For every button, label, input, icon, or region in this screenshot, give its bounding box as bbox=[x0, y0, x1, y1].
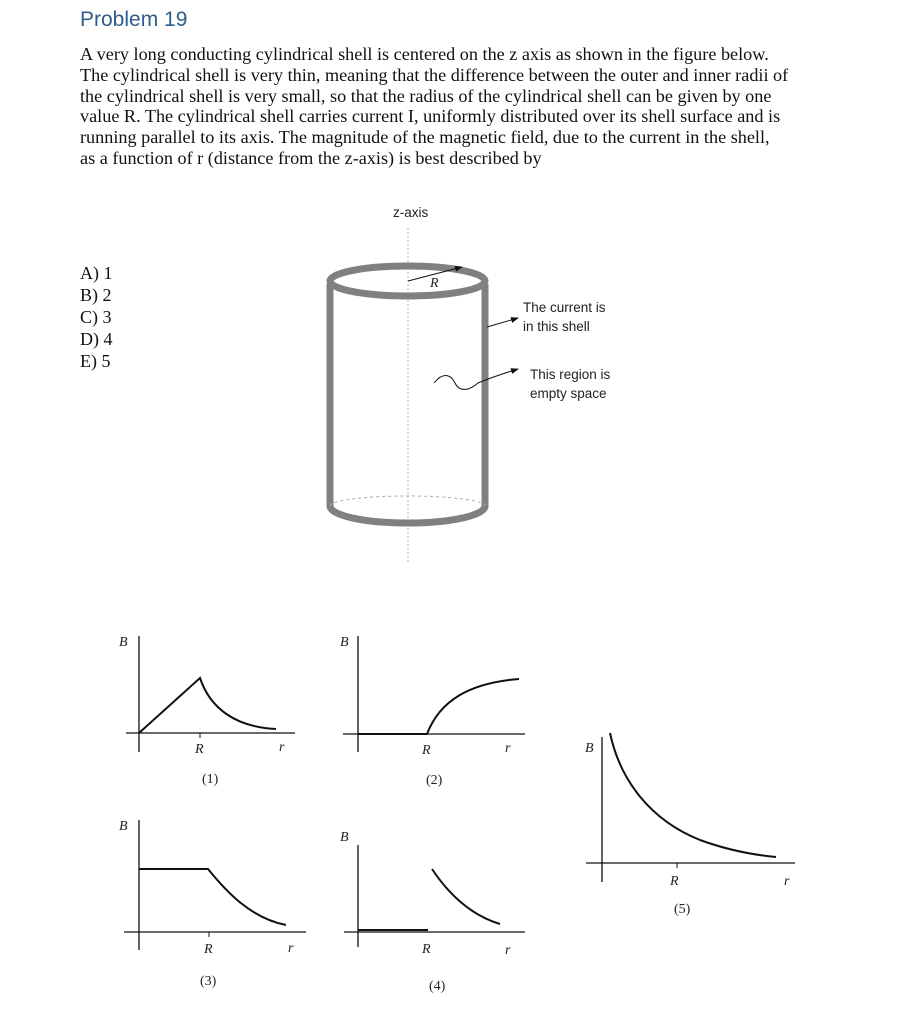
graph-4 bbox=[340, 830, 525, 994]
graph-1-caption: (1) bbox=[202, 772, 219, 787]
choice-d[interactable]: D) 4 bbox=[80, 329, 113, 349]
graph-3-caption: (3) bbox=[200, 974, 217, 989]
graph-2-curve bbox=[358, 679, 519, 734]
graph-4-y-label: B bbox=[340, 830, 349, 845]
graph-3-x-label: r bbox=[288, 941, 294, 956]
graph-4-curve-outer bbox=[432, 869, 500, 924]
problem-title: Problem 19 bbox=[80, 8, 188, 31]
empty-note-line2: empty space bbox=[530, 386, 607, 401]
graph-1-x-label: r bbox=[279, 740, 285, 755]
graph-2-r-label: R bbox=[422, 743, 431, 758]
statement-line: A very long conducting cylindrical shell is centered on the z axis as shown in the figure below. bbox=[80, 44, 769, 64]
graph-3 bbox=[119, 819, 306, 989]
graph-2-y-label: B bbox=[340, 635, 349, 650]
graph-4-x-label: r bbox=[505, 943, 511, 958]
graph-1-curve bbox=[139, 678, 276, 733]
statement-line: as a function of r (distance from the z-axis) is best described by bbox=[80, 147, 542, 168]
graph-5-y-label: B bbox=[585, 741, 594, 756]
graph-5-curve bbox=[610, 733, 776, 857]
graph-1-y-label: B bbox=[119, 635, 128, 650]
current-note-line1: The current is bbox=[523, 300, 606, 315]
z-axis-label: z-axis bbox=[393, 205, 429, 220]
graph-3-curve bbox=[139, 869, 286, 925]
graph-2-caption: (2) bbox=[426, 773, 443, 788]
graph-5-x-label: r bbox=[784, 874, 790, 889]
choice-b[interactable]: B) 2 bbox=[80, 285, 112, 305]
choice-e[interactable]: E) 5 bbox=[80, 351, 111, 371]
current-note-line2: in this shell bbox=[523, 319, 590, 334]
choice-a[interactable]: A) 1 bbox=[80, 263, 113, 283]
statement-line: the cylindrical shell is very small, so that the radius of the cylindrical shell can be given by one bbox=[80, 85, 772, 106]
choice-c[interactable]: C) 3 bbox=[80, 307, 112, 327]
radius-label: R bbox=[430, 276, 439, 291]
graph-2 bbox=[340, 635, 525, 788]
statement-line: value R. The cylindrical shell carries current I, uniformly distributed over its shell surface and is bbox=[80, 106, 781, 127]
graph-1-r-label: R bbox=[195, 742, 204, 757]
graph-3-y-label: B bbox=[119, 819, 128, 834]
cylinder-diagram bbox=[330, 205, 611, 563]
statement-line: running parallel to its axis. The magnitude of the magnetic field, due to the current in the shell, bbox=[80, 127, 770, 148]
statement-line: The cylindrical shell is very thin, meaning that the difference between the outer and inner radii of bbox=[80, 64, 789, 85]
graph-1 bbox=[119, 635, 295, 787]
graph-5-r-label: R bbox=[670, 874, 679, 889]
current-pointer-arrow bbox=[487, 318, 518, 327]
empty-note-line1: This region is bbox=[530, 367, 611, 382]
graph-2-x-label: r bbox=[505, 741, 511, 756]
graph-3-r-label: R bbox=[204, 942, 213, 957]
empty-pointer-arrow bbox=[434, 369, 518, 389]
graph-5-caption: (5) bbox=[674, 902, 691, 917]
graph-5 bbox=[585, 733, 795, 917]
graph-4-caption: (4) bbox=[429, 979, 446, 994]
graph-4-r-label: R bbox=[422, 942, 431, 957]
